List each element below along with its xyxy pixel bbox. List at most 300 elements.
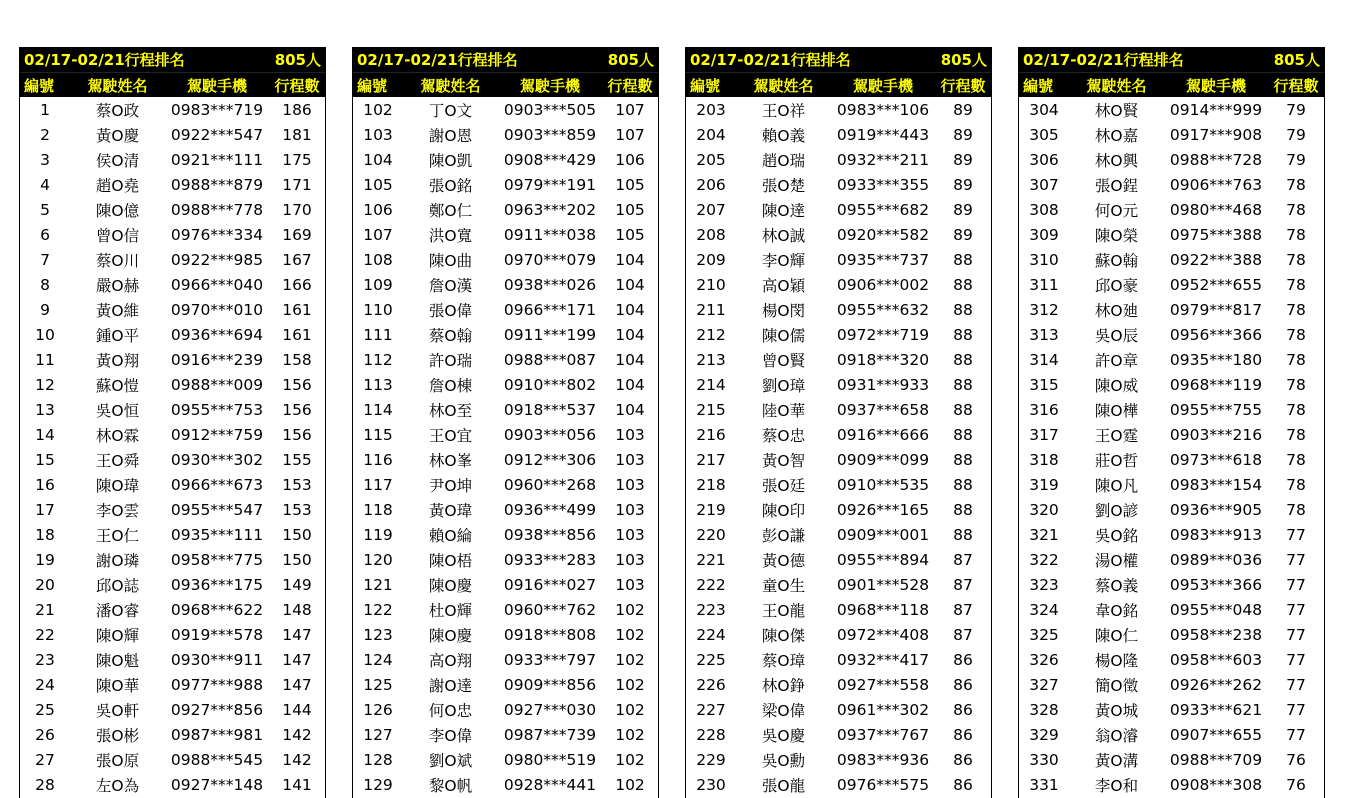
table-row bbox=[20, 172, 325, 197]
table-row bbox=[1019, 397, 1324, 422]
row-driver-name: 林O錚 bbox=[761, 676, 806, 695]
table-row bbox=[1019, 147, 1324, 172]
table-row bbox=[353, 747, 658, 772]
row-driver-phone: 0936***905 bbox=[1169, 500, 1263, 519]
row-driver-phone: 0911***038 bbox=[503, 225, 597, 244]
row-driver-name: 蘇O翰 bbox=[1094, 251, 1139, 270]
row-driver-name: 邱O誌 bbox=[95, 576, 140, 595]
row-driver-name: 許O章 bbox=[1094, 351, 1139, 370]
panel-total-count: 805人 bbox=[607, 51, 654, 69]
row-trip-count: 86 bbox=[953, 650, 973, 669]
row-number: 325 bbox=[1029, 625, 1059, 644]
header-trip-count: 行程數 bbox=[607, 76, 653, 95]
row-trip-count: 167 bbox=[282, 250, 312, 269]
row-driver-phone: 0975***388 bbox=[1169, 225, 1263, 244]
table-row bbox=[1019, 697, 1324, 722]
row-driver-phone: 0917***908 bbox=[1169, 125, 1263, 144]
row-driver-name: 曾O賢 bbox=[761, 351, 806, 370]
row-number: 317 bbox=[1029, 425, 1059, 444]
row-driver-name: 簡O徵 bbox=[1094, 676, 1139, 695]
row-number: 216 bbox=[696, 425, 726, 444]
row-driver-name: 潘O睿 bbox=[95, 601, 140, 620]
row-driver-phone: 0914***999 bbox=[1169, 100, 1263, 119]
row-number: 311 bbox=[1029, 275, 1059, 294]
table-row bbox=[686, 572, 991, 597]
row-trip-count: 147 bbox=[282, 650, 312, 669]
row-trip-count: 102 bbox=[615, 775, 645, 794]
row-driver-name: 林O嘉 bbox=[1094, 126, 1139, 145]
row-driver-name: 謝O恩 bbox=[428, 126, 473, 145]
row-number: 129 bbox=[363, 775, 393, 794]
row-driver-name: 楊O隆 bbox=[1094, 651, 1139, 670]
table-row bbox=[353, 647, 658, 672]
row-trip-count: 87 bbox=[953, 550, 973, 569]
row-driver-phone: 0968***118 bbox=[836, 600, 930, 619]
row-driver-name: 高O穎 bbox=[761, 276, 806, 295]
row-driver-name: 楊O閔 bbox=[761, 301, 806, 320]
row-driver-name: 王O祥 bbox=[761, 101, 806, 120]
row-driver-phone: 0935***737 bbox=[836, 250, 930, 269]
row-number: 309 bbox=[1029, 225, 1059, 244]
panel-title: 02/17-02/21行程排名 bbox=[24, 51, 185, 69]
table-row bbox=[20, 422, 325, 447]
row-driver-name: 彭O謙 bbox=[761, 526, 806, 545]
row-driver-name: 吳O恒 bbox=[95, 401, 140, 420]
row-trip-count: 161 bbox=[282, 300, 312, 319]
row-driver-phone: 0976***334 bbox=[170, 225, 264, 244]
row-trip-count: 107 bbox=[615, 100, 645, 119]
row-driver-phone: 0926***262 bbox=[1169, 675, 1263, 694]
table-row bbox=[1019, 197, 1324, 222]
header-number: 編號 bbox=[24, 76, 55, 95]
row-driver-phone: 0968***622 bbox=[170, 600, 264, 619]
row-driver-name: 王O仁 bbox=[95, 526, 140, 545]
table-row bbox=[1019, 122, 1324, 147]
header-driver-name: 駕駛姓名 bbox=[420, 76, 481, 95]
row-driver-name: 蔡O忠 bbox=[761, 426, 806, 445]
panel-title: 02/17-02/21行程排名 bbox=[690, 51, 851, 69]
row-driver-phone: 0979***817 bbox=[1169, 300, 1263, 319]
row-trip-count: 88 bbox=[953, 500, 973, 519]
row-number: 6 bbox=[40, 225, 50, 244]
row-driver-phone: 0919***443 bbox=[836, 125, 930, 144]
table-row bbox=[686, 397, 991, 422]
row-driver-phone: 0989***036 bbox=[1169, 550, 1263, 569]
row-driver-phone: 0916***027 bbox=[503, 575, 597, 594]
table-row bbox=[20, 222, 325, 247]
row-driver-phone: 0983***106 bbox=[836, 100, 930, 119]
row-trip-count: 77 bbox=[1286, 675, 1306, 694]
table-row bbox=[20, 372, 325, 397]
row-trip-count: 88 bbox=[953, 425, 973, 444]
row-trip-count: 78 bbox=[1286, 400, 1306, 419]
row-trip-count: 155 bbox=[282, 450, 312, 469]
row-number: 122 bbox=[363, 600, 393, 619]
row-driver-phone: 0919***578 bbox=[170, 625, 264, 644]
row-trip-count: 89 bbox=[953, 175, 973, 194]
row-driver-name: 嚴O赫 bbox=[95, 276, 140, 295]
ranking-panel bbox=[1018, 47, 1325, 798]
row-driver-name: 劉O斌 bbox=[428, 751, 473, 770]
row-trip-count: 103 bbox=[615, 575, 645, 594]
row-trip-count: 77 bbox=[1286, 725, 1306, 744]
row-trip-count: 78 bbox=[1286, 275, 1306, 294]
row-driver-phone: 0983***719 bbox=[170, 100, 264, 119]
row-number: 210 bbox=[696, 275, 726, 294]
row-driver-name: 蔡O翰 bbox=[428, 326, 473, 345]
row-number: 7 bbox=[40, 250, 50, 269]
row-trip-count: 104 bbox=[615, 400, 645, 419]
row-driver-phone: 0922***547 bbox=[170, 125, 264, 144]
row-driver-phone: 0903***056 bbox=[503, 425, 597, 444]
row-number: 15 bbox=[35, 450, 55, 469]
row-trip-count: 78 bbox=[1286, 450, 1306, 469]
row-trip-count: 78 bbox=[1286, 500, 1306, 519]
table-row bbox=[20, 272, 325, 297]
row-driver-name: 林O至 bbox=[428, 401, 473, 420]
table-row bbox=[1019, 672, 1324, 697]
row-trip-count: 150 bbox=[282, 550, 312, 569]
row-driver-phone: 0987***981 bbox=[170, 725, 264, 744]
row-driver-phone: 0937***767 bbox=[836, 725, 930, 744]
table-row bbox=[20, 722, 325, 747]
row-driver-name: 洪O寬 bbox=[428, 226, 473, 245]
row-number: 226 bbox=[696, 675, 726, 694]
row-trip-count: 107 bbox=[615, 125, 645, 144]
row-number: 9 bbox=[40, 300, 50, 319]
row-trip-count: 103 bbox=[615, 500, 645, 519]
table-row bbox=[1019, 247, 1324, 272]
row-driver-phone: 0952***655 bbox=[1169, 275, 1263, 294]
row-driver-phone: 0961***302 bbox=[836, 700, 930, 719]
table-row bbox=[353, 622, 658, 647]
row-driver-phone: 0928***441 bbox=[503, 775, 597, 794]
row-trip-count: 77 bbox=[1286, 575, 1306, 594]
row-driver-name: 蔡O璋 bbox=[761, 651, 806, 670]
row-driver-name: 何O忠 bbox=[428, 701, 473, 720]
row-driver-phone: 0960***762 bbox=[503, 600, 597, 619]
table-row bbox=[686, 522, 991, 547]
row-driver-name: 林O興 bbox=[1094, 151, 1139, 170]
header-driver-phone: 駕駛手機 bbox=[1185, 76, 1246, 95]
row-driver-phone: 0955***894 bbox=[836, 550, 930, 569]
row-trip-count: 147 bbox=[282, 625, 312, 644]
row-trip-count: 78 bbox=[1286, 225, 1306, 244]
row-driver-phone: 0908***429 bbox=[503, 150, 597, 169]
row-driver-phone: 0988***728 bbox=[1169, 150, 1263, 169]
row-driver-phone: 0932***417 bbox=[836, 650, 930, 669]
row-driver-phone: 0909***099 bbox=[836, 450, 930, 469]
row-driver-phone: 0918***320 bbox=[836, 350, 930, 369]
row-trip-count: 181 bbox=[282, 125, 312, 144]
row-driver-phone: 0958***603 bbox=[1169, 650, 1263, 669]
row-driver-phone: 0953***366 bbox=[1169, 575, 1263, 594]
row-driver-phone: 0931***933 bbox=[836, 375, 930, 394]
row-number: 306 bbox=[1029, 150, 1059, 169]
row-trip-count: 104 bbox=[615, 300, 645, 319]
table-row bbox=[686, 347, 991, 372]
row-number: 4 bbox=[40, 175, 50, 194]
row-driver-name: 陳O印 bbox=[761, 501, 806, 520]
row-driver-name: 曾O信 bbox=[95, 226, 140, 245]
ranking-panel bbox=[685, 47, 992, 798]
row-driver-name: 黃O翔 bbox=[95, 351, 140, 370]
row-driver-phone: 0936***175 bbox=[170, 575, 264, 594]
row-number: 217 bbox=[696, 450, 726, 469]
row-driver-name: 張O彬 bbox=[95, 726, 140, 745]
row-driver-phone: 0912***759 bbox=[170, 425, 264, 444]
row-driver-phone: 0970***079 bbox=[503, 250, 597, 269]
row-trip-count: 106 bbox=[615, 150, 645, 169]
row-trip-count: 171 bbox=[282, 175, 312, 194]
table-row bbox=[353, 122, 658, 147]
row-number: 17 bbox=[35, 500, 55, 519]
row-driver-phone: 0927***148 bbox=[170, 775, 264, 794]
row-number: 323 bbox=[1029, 575, 1059, 594]
row-driver-phone: 0918***537 bbox=[503, 400, 597, 419]
row-driver-name: 劉O璋 bbox=[761, 376, 806, 395]
row-driver-name: 梁O偉 bbox=[761, 701, 806, 720]
row-number: 227 bbox=[696, 700, 726, 719]
row-number: 3 bbox=[40, 150, 50, 169]
row-driver-phone: 0980***519 bbox=[503, 750, 597, 769]
table-row bbox=[20, 147, 325, 172]
row-number: 310 bbox=[1029, 250, 1059, 269]
row-number: 118 bbox=[363, 500, 393, 519]
table-row bbox=[686, 447, 991, 472]
row-driver-name: 李O雲 bbox=[95, 501, 140, 520]
row-driver-name: 蔡O義 bbox=[1094, 576, 1139, 595]
table-header-row bbox=[686, 72, 991, 97]
row-driver-phone: 0903***505 bbox=[503, 100, 597, 119]
row-driver-name: 黃O城 bbox=[1094, 701, 1139, 720]
row-trip-count: 103 bbox=[615, 475, 645, 494]
row-driver-phone: 0927***030 bbox=[503, 700, 597, 719]
row-driver-phone: 0973***618 bbox=[1169, 450, 1263, 469]
row-trip-count: 102 bbox=[615, 650, 645, 669]
ranking-panel bbox=[352, 47, 659, 798]
row-driver-name: 吳O慶 bbox=[761, 726, 806, 745]
table-row bbox=[1019, 722, 1324, 747]
table-row bbox=[20, 697, 325, 722]
row-driver-phone: 0979***191 bbox=[503, 175, 597, 194]
table-row bbox=[20, 497, 325, 522]
row-number: 330 bbox=[1029, 750, 1059, 769]
panel-title-row bbox=[353, 47, 658, 72]
row-driver-phone: 0909***001 bbox=[836, 525, 930, 544]
row-number: 307 bbox=[1029, 175, 1059, 194]
row-driver-phone: 0988***879 bbox=[170, 175, 264, 194]
row-number: 229 bbox=[696, 750, 726, 769]
table-row bbox=[20, 472, 325, 497]
header-driver-phone: 駕駛手機 bbox=[186, 76, 247, 95]
row-driver-phone: 0958***775 bbox=[170, 550, 264, 569]
row-number: 329 bbox=[1029, 725, 1059, 744]
row-driver-phone: 0938***026 bbox=[503, 275, 597, 294]
table-row bbox=[353, 597, 658, 622]
row-trip-count: 77 bbox=[1286, 625, 1306, 644]
row-driver-phone: 0930***302 bbox=[170, 450, 264, 469]
table-row bbox=[686, 747, 991, 772]
panel-total-count: 805人 bbox=[940, 51, 987, 69]
row-trip-count: 88 bbox=[953, 525, 973, 544]
row-trip-count: 78 bbox=[1286, 250, 1306, 269]
row-number: 102 bbox=[363, 100, 393, 119]
row-number: 209 bbox=[696, 250, 726, 269]
row-driver-phone: 0936***499 bbox=[503, 500, 597, 519]
row-driver-phone: 0955***755 bbox=[1169, 400, 1263, 419]
table-row bbox=[1019, 497, 1324, 522]
row-driver-phone: 0955***682 bbox=[836, 200, 930, 219]
row-driver-name: 陸O華 bbox=[761, 401, 806, 420]
row-driver-name: 鄭O仁 bbox=[428, 201, 473, 220]
row-number: 121 bbox=[363, 575, 393, 594]
row-driver-name: 陳O榮 bbox=[1094, 226, 1139, 245]
row-trip-count: 156 bbox=[282, 425, 312, 444]
row-trip-count: 105 bbox=[615, 225, 645, 244]
row-number: 120 bbox=[363, 550, 393, 569]
row-driver-phone: 0988***545 bbox=[170, 750, 264, 769]
table-row bbox=[686, 547, 991, 572]
table-row bbox=[353, 472, 658, 497]
row-trip-count: 142 bbox=[282, 725, 312, 744]
row-driver-phone: 0918***808 bbox=[503, 625, 597, 644]
header-trip-count: 行程數 bbox=[940, 76, 986, 95]
row-driver-name: 張O原 bbox=[95, 751, 140, 770]
row-driver-phone: 0955***048 bbox=[1169, 600, 1263, 619]
row-driver-name: 王O宜 bbox=[428, 426, 473, 445]
table-row bbox=[1019, 447, 1324, 472]
row-trip-count: 166 bbox=[282, 275, 312, 294]
row-number: 110 bbox=[363, 300, 393, 319]
row-trip-count: 78 bbox=[1286, 175, 1306, 194]
table-row bbox=[686, 297, 991, 322]
row-number: 203 bbox=[696, 100, 726, 119]
table-row bbox=[353, 422, 658, 447]
row-trip-count: 77 bbox=[1286, 650, 1306, 669]
row-number: 112 bbox=[363, 350, 393, 369]
row-trip-count: 103 bbox=[615, 525, 645, 544]
row-trip-count: 88 bbox=[953, 350, 973, 369]
row-trip-count: 89 bbox=[953, 150, 973, 169]
row-trip-count: 102 bbox=[615, 750, 645, 769]
row-trip-count: 105 bbox=[615, 175, 645, 194]
header-number: 編號 bbox=[690, 76, 721, 95]
table-row bbox=[20, 622, 325, 647]
row-number: 19 bbox=[35, 550, 55, 569]
row-driver-name: 林O峯 bbox=[428, 451, 473, 470]
row-number: 319 bbox=[1029, 475, 1059, 494]
table-row bbox=[20, 647, 325, 672]
row-driver-phone: 0980***468 bbox=[1169, 200, 1263, 219]
row-number: 215 bbox=[696, 400, 726, 419]
row-trip-count: 149 bbox=[282, 575, 312, 594]
row-driver-name: 張O龍 bbox=[761, 776, 806, 795]
table-row bbox=[353, 397, 658, 422]
row-trip-count: 78 bbox=[1286, 300, 1306, 319]
row-driver-phone: 0926***165 bbox=[836, 500, 930, 519]
row-trip-count: 88 bbox=[953, 300, 973, 319]
row-trip-count: 86 bbox=[953, 750, 973, 769]
table-row bbox=[353, 197, 658, 222]
row-driver-name: 林O廸 bbox=[1094, 301, 1139, 320]
row-trip-count: 78 bbox=[1286, 350, 1306, 369]
row-trip-count: 76 bbox=[1286, 775, 1306, 794]
table-row bbox=[1019, 322, 1324, 347]
row-driver-phone: 0912***306 bbox=[503, 450, 597, 469]
table-row bbox=[1019, 622, 1324, 647]
table-row bbox=[353, 272, 658, 297]
row-driver-name: 林O霖 bbox=[95, 426, 140, 445]
row-trip-count: 79 bbox=[1286, 100, 1306, 119]
row-trip-count: 147 bbox=[282, 675, 312, 694]
row-driver-name: 陳O威 bbox=[1094, 376, 1139, 395]
table-row bbox=[1019, 547, 1324, 572]
row-driver-name: 張O偉 bbox=[428, 301, 473, 320]
table-row bbox=[1019, 597, 1324, 622]
table-row bbox=[686, 722, 991, 747]
row-driver-name: 吳O軒 bbox=[95, 701, 140, 720]
row-driver-phone: 0908***308 bbox=[1169, 775, 1263, 794]
header-number: 編號 bbox=[1023, 76, 1054, 95]
row-trip-count: 89 bbox=[953, 125, 973, 144]
row-driver-name: 吳O銘 bbox=[1094, 526, 1139, 545]
row-number: 106 bbox=[363, 200, 393, 219]
row-trip-count: 87 bbox=[953, 625, 973, 644]
row-driver-phone: 0976***575 bbox=[836, 775, 930, 794]
row-driver-name: 陳O傑 bbox=[761, 626, 806, 645]
table-row bbox=[1019, 222, 1324, 247]
row-trip-count: 156 bbox=[282, 375, 312, 394]
row-number: 123 bbox=[363, 625, 393, 644]
row-driver-name: 童O生 bbox=[761, 576, 806, 595]
row-trip-count: 76 bbox=[1286, 750, 1306, 769]
row-number: 13 bbox=[35, 400, 55, 419]
row-number: 1 bbox=[40, 100, 50, 119]
row-number: 218 bbox=[696, 475, 726, 494]
row-trip-count: 89 bbox=[953, 225, 973, 244]
table-row bbox=[20, 572, 325, 597]
row-driver-phone: 0988***087 bbox=[503, 350, 597, 369]
row-driver-phone: 0963***202 bbox=[503, 200, 597, 219]
row-driver-name: 李O輝 bbox=[761, 251, 806, 270]
table-row bbox=[353, 672, 658, 697]
row-trip-count: 79 bbox=[1286, 150, 1306, 169]
row-driver-phone: 0966***673 bbox=[170, 475, 264, 494]
table-row bbox=[686, 772, 991, 797]
row-number: 18 bbox=[35, 525, 55, 544]
row-trip-count: 104 bbox=[615, 275, 645, 294]
table-row bbox=[20, 297, 325, 322]
row-driver-name: 蔡O政 bbox=[95, 101, 140, 120]
row-driver-phone: 0933***355 bbox=[836, 175, 930, 194]
row-number: 113 bbox=[363, 375, 393, 394]
row-number: 104 bbox=[363, 150, 393, 169]
row-driver-phone: 0968***119 bbox=[1169, 375, 1263, 394]
row-trip-count: 148 bbox=[282, 600, 312, 619]
panel-title: 02/17-02/21行程排名 bbox=[1023, 51, 1184, 69]
table-row bbox=[353, 347, 658, 372]
row-driver-name: 陳O曲 bbox=[428, 251, 473, 270]
row-trip-count: 86 bbox=[953, 725, 973, 744]
table-row bbox=[353, 547, 658, 572]
table-row bbox=[686, 147, 991, 172]
row-number: 322 bbox=[1029, 550, 1059, 569]
row-number: 205 bbox=[696, 150, 726, 169]
row-driver-phone: 0970***010 bbox=[170, 300, 264, 319]
row-driver-name: 王O龍 bbox=[761, 601, 806, 620]
row-number: 10 bbox=[35, 325, 55, 344]
